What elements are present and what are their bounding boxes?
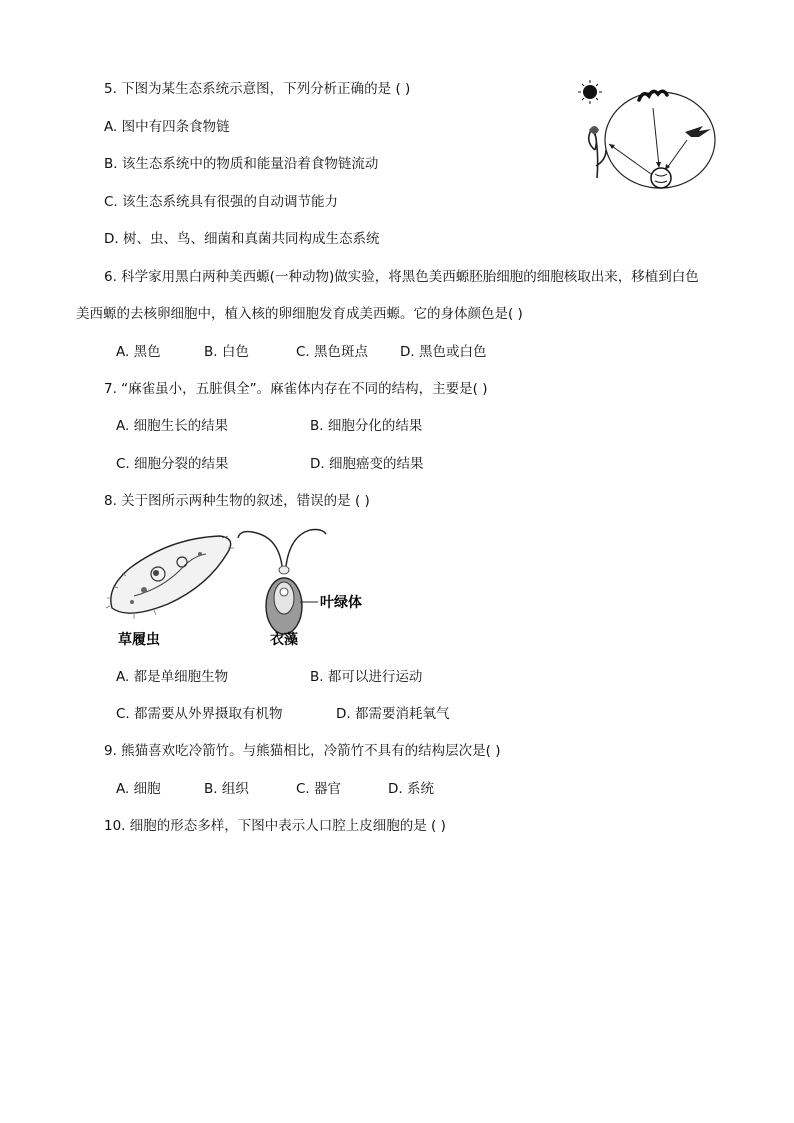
q6-option-c: C. 黑色斑点 [296,344,369,360]
q5-option-b: B. 该生态系统中的物质和能量沿着食物链流动 [104,156,379,172]
q5-option-a: A. 图中有四条食物链 [104,119,230,135]
q6-option-d: D. 黑色或白色 [400,344,487,360]
q7-option-a: A. 细胞生长的结果 [116,418,229,434]
paramecium-icon [106,536,234,619]
q5-option-d: D. 树、虫、鸟、细菌和真菌共同构成生态系统 [104,231,380,247]
ecosystem-diagram-icon [575,78,725,196]
q10-stem: 10. 细胞的形态多样，下图中表示人口腔上皮细胞的是 ( ) [104,818,446,834]
q7-option-c: C. 细胞分裂的结果 [116,456,229,472]
q8-option-b: B. 都可以进行运动 [310,669,423,685]
q6-option-b: B. 白色 [204,344,249,360]
q8-option-d: D. 都需要消耗氧气 [336,706,450,722]
q9-stem: 9. 熊猫喜欢吃冷箭竹。与熊猫相比，冷箭竹不具有的结构层次是( ) [104,743,501,759]
q9-option-d: D. 系统 [388,781,434,797]
q9-option-c: C. 器官 [296,781,342,797]
q8-option-c: C. 都需要从外界摄取有机物 [116,706,283,722]
sun-icon [583,85,597,99]
decomposer-icon [651,168,671,188]
plant-icon [589,130,606,178]
q7-option-b: B. 细胞分化的结果 [310,418,423,434]
q7-option-d: D. 细胞癌变的结果 [310,456,424,472]
q9-option-a: A. 细胞 [116,781,161,797]
q7-stem: 7. “麻雀虽小，五脏俱全”。麻雀体内存在不同的结构，主要是( ) [104,381,488,397]
q8-option-a: A. 都是单细胞生物 [116,669,229,685]
caterpillar-icon [639,91,667,100]
chlamydomonas-label: 衣藻 [270,632,298,648]
chloroplast-label: 叶绿体 [320,595,362,611]
q8-stem: 8. 关于图所示两种生物的叙述，错误的是 ( ) [104,493,370,509]
organisms-figure [104,526,394,651]
paramecium-label: 草履虫 [118,632,160,648]
q9-option-b: B. 组织 [204,781,249,797]
q6-stem-line2: 美西螈的去核卵细胞中，植入核的卵细胞发育成美西螈。它的身体颜色是( ) [76,306,523,322]
chlamydomonas-icon [238,530,326,635]
q6-option-a: A. 黑色 [116,344,161,360]
q5-option-c: C. 该生态系统具有很强的自动调节能力 [104,194,339,210]
bird-icon [685,126,711,137]
q5-stem: 5. 下图为某生态系统示意图，下列分析正确的是 ( ) [104,81,411,97]
q6-stem-line1: 6. 科学家用黑白两种美西螈(一种动物)做实验，将黑色美西螈胚胎细胞的细胞核取出来，移植到白色 [104,269,699,285]
